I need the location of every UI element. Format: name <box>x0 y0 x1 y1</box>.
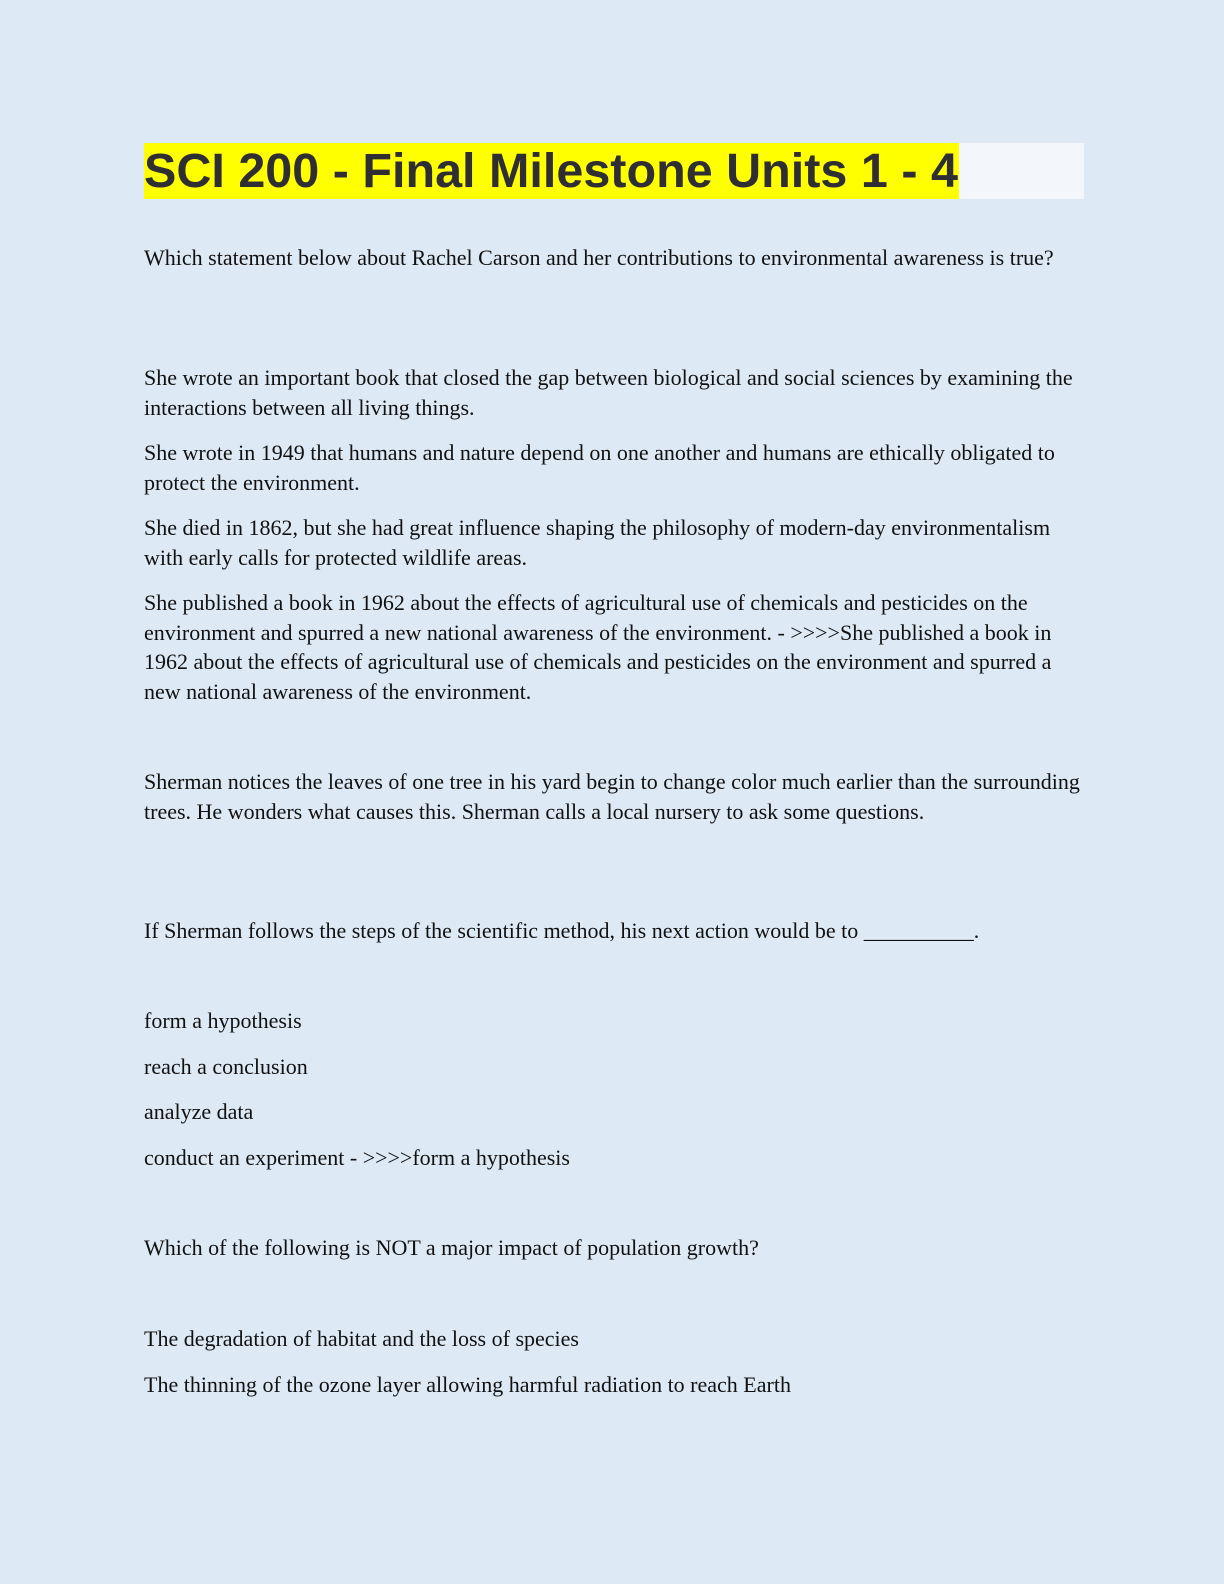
question-2-option-b: reach a conclusion <box>144 1054 308 1079</box>
page-title: SCI 200 - Final Milestone Units 1 - 4 <box>144 144 958 198</box>
question-3-prompt: Which of the following is NOT a major impact of population growth? <box>144 1235 759 1260</box>
question-1-option-d-answer: She published a book in 1962 about the effects of agricultural use of chemicals and pesticides on the environment and spurred a new national awareness of the environment. - >>>>She published a book in 1962 about the effects of agricultural use of chemicals and pesticides on the environment and spurred a new national awareness of the environment. <box>144 590 1052 704</box>
question-1-option-b: She wrote in 1949 that humans and nature depend on one another and humans are ethically obligated to protect the environment. <box>144 440 1055 495</box>
question-1-prompt: Which statement below about Rachel Carson and her contributions to environmental awareness is true? <box>144 245 1054 270</box>
question-1-option-a: She wrote an important book that closed the gap between biological and social sciences by examining the interactions between all living things. <box>144 365 1073 420</box>
question-2-option-c: analyze data <box>144 1099 254 1124</box>
question-2-option-d-answer: conduct an experiment - >>>>form a hypothesis <box>144 1145 570 1170</box>
question-2-option-a: form a hypothesis <box>144 1008 302 1033</box>
question-3-option-a: The degradation of habitat and the loss of species <box>144 1326 579 1351</box>
question-3-option-b: The thinning of the ozone layer allowing harmful radiation to reach Earth <box>144 1372 791 1397</box>
question-2-context: Sherman notices the leaves of one tree in his yard begin to change color much earlier than the surrounding trees. He wonders what causes this. Sherman calls a local nursery to ask some questions. <box>144 769 1080 824</box>
question-1-option-c: She died in 1862, but she had great influence shaping the philosophy of modern-day environmentalism with early calls for protected wildlife areas. <box>144 515 1051 570</box>
question-2-prompt: If Sherman follows the steps of the scientific method, his next action would be to __________. <box>144 918 980 943</box>
